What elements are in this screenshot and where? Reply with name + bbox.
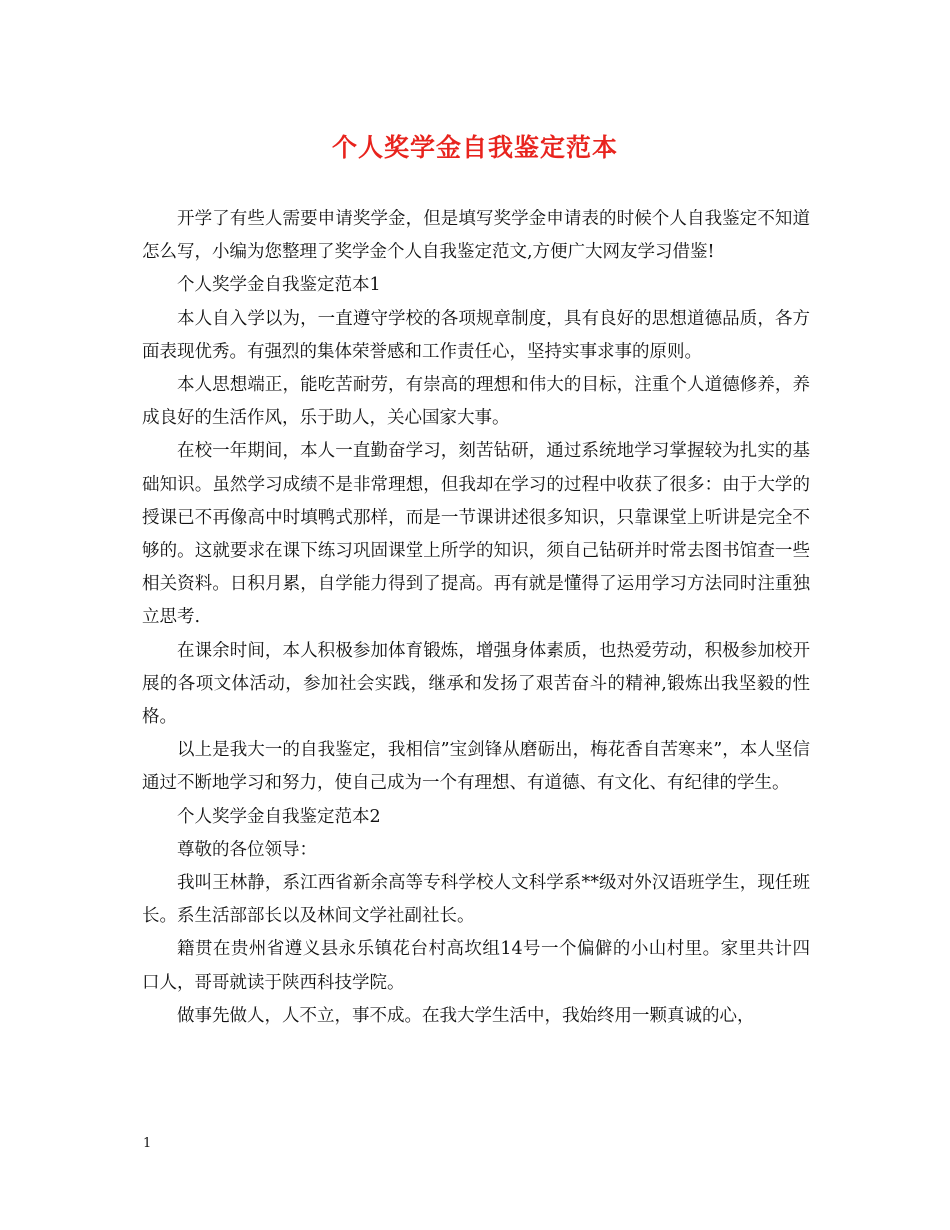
section-heading-2: 个人奖学金自我鉴定范本2	[177, 806, 381, 827]
paragraph-intro: 开学了有些人需要申请奖学金，但是填写奖学金申请表的时候个人自我鉴定不知道怎么写，小编为您整理了奖学金个人自我鉴定范文,方便广大网友学习借鉴!	[142, 209, 810, 263]
paragraph: 本人思想端正，能吃苦耐劳，有崇高的理想和伟大的目标，注重个人道德修养，养成良好的生活作风，乐于助人，关心国家大事。	[142, 375, 810, 429]
document-title: 个人奖学金自我鉴定范本	[331, 133, 618, 162]
paragraph: 我叫王林静，系江西省新余高等专科学校人文科学系**级对外汉语班学生，现任班长。系生活部部长以及林间文学社副社长。	[142, 873, 810, 927]
document-body	[142, 203, 810, 1033]
paragraph: 本人自入学以为，一直遵守学校的各项规章制度，具有良好的思想道德品质，各方面表现优秀。有强烈的集体荣誉感和工作责任心，坚持实事求事的原则。	[142, 308, 810, 362]
page-number: 1	[143, 1136, 152, 1151]
salutation: 尊敬的各位领导：	[177, 839, 317, 860]
paragraph: 在课余时间，本人积极参加体育锻炼，增强身体素质，也热爱劳动，积极参加校开展的各项文体活动，参加社会实践，继承和发扬了艰苦奋斗的精神,锻炼出我坚毅的性格。	[142, 640, 810, 728]
paragraph: 籍贯在贵州省遵义县永乐镇花台村高坎组14号一个偏僻的小山村里。家里共计四口人，哥哥就读于陕西科技学院。	[142, 939, 810, 993]
section-heading-1: 个人奖学金自我鉴定范本1	[177, 275, 381, 296]
paragraph: 在校一年期间，本人一直勤奋学习，刻苦钻研，通过系统地学习掌握较为扎实的基础知识。虽然学习成绩不是非常理想，但我却在学习的过程中收获了很多：由于大学的授课已不再像高中时填鸭式那样，而是一节课讲述很多知识，只靠课堂上听讲是完全不够的。这就要求在课下练习巩固课堂上所学的知识，须自己钻研并时常去图书馆查一些相关资料。日积月累，自学能力得到了提高。再有就是懂得了运用学习方法同时注重独立思考.	[142, 441, 810, 628]
paragraph: 做事先做人，人不立，事不成。在我大学生活中，我始终用一颗真诚的心，	[177, 1005, 755, 1026]
paragraph: 以上是我大一的自我鉴定，我相信”宝剑锋从磨砺出，梅花香自苦寒来”，本人坚信通过不断地学习和努力，使自己成为一个有理想、有道德、有文化、有纪律的学生。	[142, 740, 810, 794]
